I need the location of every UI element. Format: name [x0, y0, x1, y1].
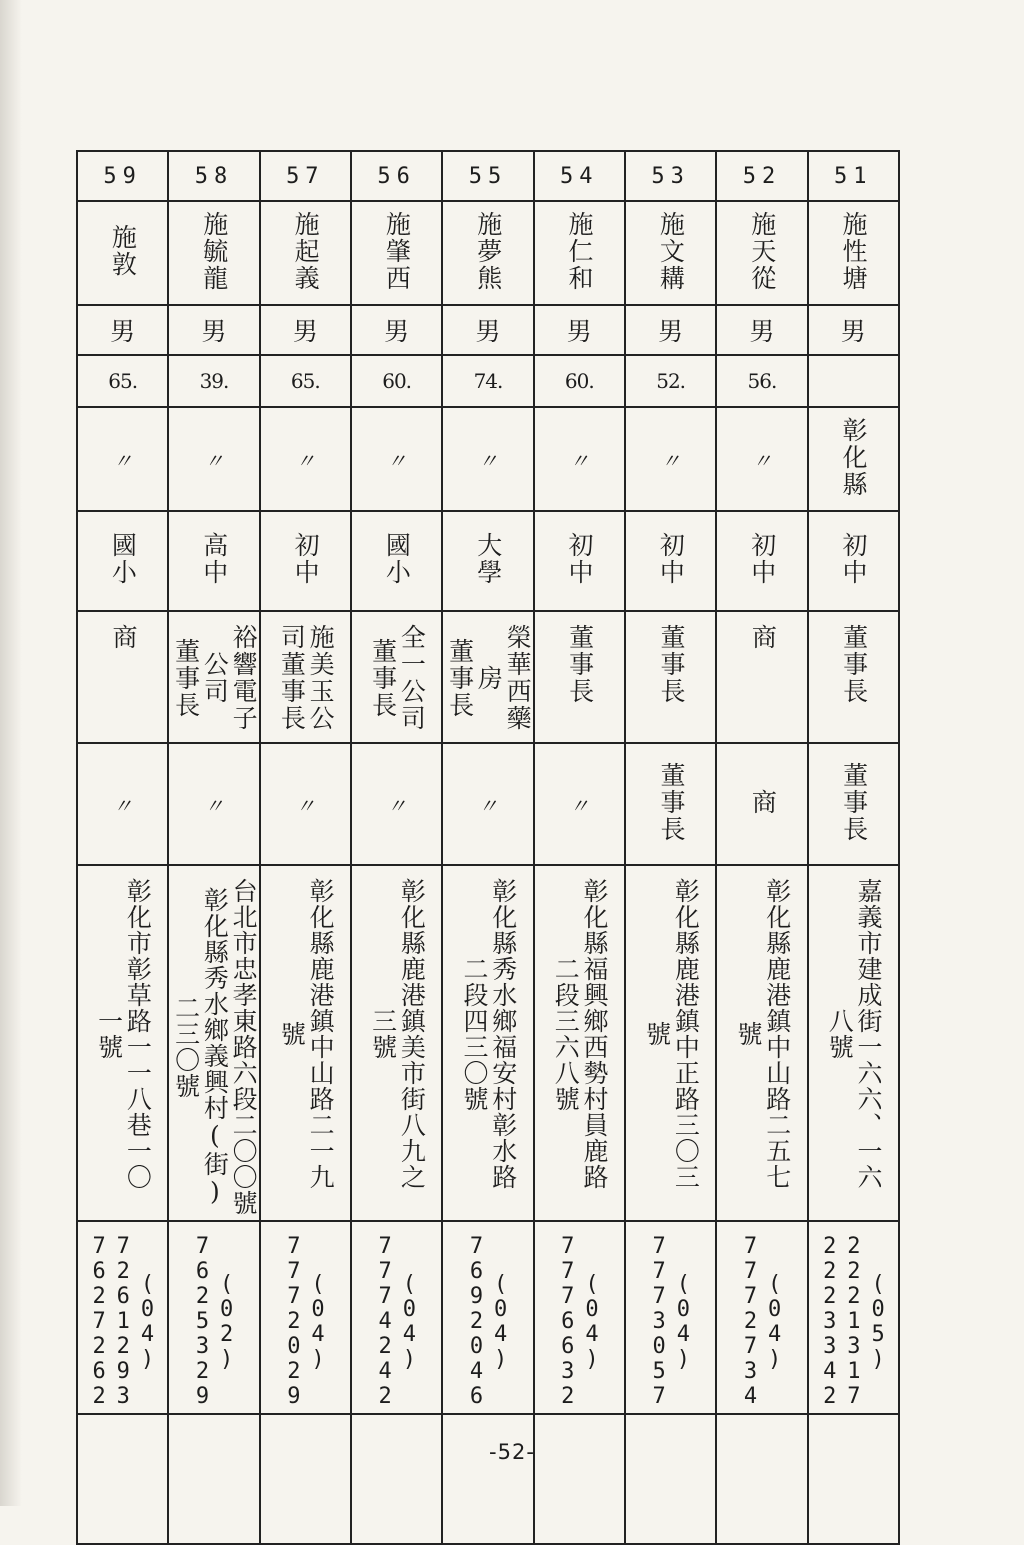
- sex-cell: [808, 305, 899, 355]
- origin-text: 〃: [660, 448, 681, 473]
- note-cell: [351, 1414, 442, 1544]
- addr-text: 彰化市彰草路一一八巷一〇 一號: [94, 878, 153, 1190]
- note-cell: [168, 1414, 259, 1544]
- origin-text: 〃: [112, 448, 133, 473]
- origin-text: 〃: [386, 448, 407, 473]
- phone-text: (05) 2221317 2223342: [817, 1234, 891, 1409]
- num-cell: [716, 151, 807, 201]
- name-text: 施起義: [291, 210, 321, 292]
- addr-cell: [716, 865, 807, 1221]
- addr-cell: [77, 865, 168, 1221]
- origin-text: 彰化縣: [839, 416, 869, 498]
- addr-cell: [168, 865, 259, 1221]
- phone-text: (02) 7625329: [189, 1234, 240, 1409]
- edu-text: 國小: [108, 532, 138, 586]
- edu-text: 大學: [473, 532, 503, 586]
- addr-text: 彰化縣鹿港鎮中山路二五七 號: [733, 878, 792, 1190]
- age-text: 52.: [656, 369, 686, 393]
- num-text: 59: [103, 163, 142, 189]
- phone-cell: [625, 1221, 716, 1414]
- phone-text: (04) 7776632: [555, 1234, 605, 1409]
- origin-text: 〃: [477, 448, 498, 473]
- origin-cell: [351, 407, 442, 511]
- addr-cell: [534, 865, 625, 1221]
- job2-cell: [625, 743, 716, 865]
- note-cell: [77, 1414, 168, 1544]
- phone-text: (04) 7774242: [372, 1234, 422, 1409]
- edu-text: 初中: [839, 532, 869, 586]
- job-cell: [351, 611, 442, 743]
- name-text: 施文耩: [656, 210, 686, 292]
- phone-cell: [351, 1221, 442, 1414]
- name-cell: [351, 201, 442, 305]
- row-job: [77, 611, 899, 743]
- origin-cell: [260, 407, 351, 511]
- row-note: [77, 1414, 899, 1544]
- note-cell: [442, 1414, 533, 1544]
- origin-text: 〃: [295, 448, 316, 473]
- phone-text: (04) 7772029: [281, 1234, 331, 1409]
- origin-cell: [716, 407, 807, 511]
- age-cell: [260, 355, 351, 407]
- age-cell: [77, 355, 168, 407]
- num-text: 54: [560, 163, 599, 189]
- sex-cell: [442, 305, 533, 355]
- job-cell: [534, 611, 625, 743]
- edu-cell: [442, 511, 533, 611]
- job2-text: 〃: [477, 793, 498, 818]
- num-text: 57: [286, 163, 325, 189]
- num-cell: [168, 151, 259, 201]
- job2-text: 〃: [203, 793, 224, 818]
- age-cell: [442, 355, 533, 407]
- job-cell: [260, 611, 351, 743]
- name-text: 施毓龍: [199, 210, 229, 292]
- job-text: 全一公司 董事長: [368, 624, 427, 732]
- origin-text: 〃: [203, 448, 224, 473]
- name-cell: [534, 201, 625, 305]
- age-cell: [625, 355, 716, 407]
- addr-cell: [808, 865, 899, 1221]
- origin-cell: [442, 407, 533, 511]
- age-text: 65.: [290, 369, 320, 393]
- edu-cell: [625, 511, 716, 611]
- row-sex: [77, 305, 899, 355]
- job-text: 施美玉公 司董事長: [277, 624, 336, 732]
- origin-cell: [168, 407, 259, 511]
- note-cell: [534, 1414, 625, 1544]
- job2-text: 〃: [386, 793, 407, 818]
- job-cell: [625, 611, 716, 743]
- job2-text: 商: [748, 788, 778, 816]
- origin-cell: [625, 407, 716, 511]
- sex-cell: [77, 305, 168, 355]
- name-cell: [77, 201, 168, 305]
- name-text: 施敦: [108, 224, 138, 278]
- phone-text: (04) 7773057: [646, 1234, 696, 1409]
- addr-text: 台北市忠孝東路六段二〇〇號 彰化縣秀水鄉義興村(街) 二三〇號: [171, 878, 259, 1216]
- addr-text: 彰化縣鹿港鎮美市街八九之 三號: [368, 878, 427, 1190]
- row-job2: [77, 743, 899, 865]
- num-cell: [351, 151, 442, 201]
- sex-text: 男: [749, 317, 775, 346]
- row-age: [77, 355, 899, 407]
- phone-cell: [77, 1221, 168, 1414]
- edu-text: 初中: [747, 532, 777, 586]
- member-roster-table: [76, 150, 900, 1545]
- phone-cell: [716, 1221, 807, 1414]
- job-text: 董事長: [657, 624, 686, 705]
- addr-text: 彰化縣秀水鄉福安村彰水路 二段四三〇號: [459, 878, 518, 1190]
- phone-text: (04) 7261293 7627262: [86, 1234, 160, 1409]
- sex-cell: [351, 305, 442, 355]
- age-cell: [716, 355, 807, 407]
- job-text: 商: [109, 624, 139, 651]
- job2-cell: [168, 743, 259, 865]
- sex-text: 男: [840, 317, 866, 346]
- num-cell: [77, 151, 168, 201]
- job-text: 裕響電子 公司 董事長: [171, 624, 259, 732]
- job-text: 榮華西藥 房 董事長: [445, 624, 533, 732]
- age-cell: [808, 355, 899, 407]
- name-cell: [716, 201, 807, 305]
- name-cell: [625, 201, 716, 305]
- num-cell: [534, 151, 625, 201]
- num-cell: [625, 151, 716, 201]
- sex-text: 男: [566, 317, 592, 346]
- name-text: 施仁和: [565, 210, 595, 292]
- num-cell: [808, 151, 899, 201]
- sex-text: 男: [475, 317, 501, 346]
- edu-cell: [534, 511, 625, 611]
- name-text: 施性塘: [839, 210, 869, 292]
- phone-cell: [808, 1221, 899, 1414]
- name-text: 施夢熊: [473, 210, 503, 292]
- sex-text: 男: [292, 317, 318, 346]
- phone-cell: [260, 1221, 351, 1414]
- job2-cell: [442, 743, 533, 865]
- page-number: -52-: [489, 1440, 535, 1464]
- origin-text: 〃: [569, 448, 590, 473]
- edu-text: 初中: [565, 532, 595, 586]
- sex-cell: [716, 305, 807, 355]
- sex-cell: [168, 305, 259, 355]
- job2-cell: [77, 743, 168, 865]
- edu-cell: [77, 511, 168, 611]
- num-text: 55: [468, 163, 508, 189]
- origin-cell: [77, 407, 168, 511]
- job-text: 董事長: [565, 624, 595, 705]
- phone-text: (04) 7772734: [737, 1234, 788, 1409]
- job-cell: [808, 611, 899, 743]
- phone-cell: [534, 1221, 625, 1414]
- name-text: 施肇西: [382, 210, 412, 292]
- job-cell: [716, 611, 807, 743]
- edu-text: 初中: [656, 532, 686, 586]
- phone-text: (04) 7692046: [463, 1234, 514, 1409]
- name-cell: [808, 201, 899, 305]
- num-text: 58: [194, 163, 234, 189]
- num-cell: [260, 151, 351, 201]
- job-cell: [77, 611, 168, 743]
- sex-cell: [534, 305, 625, 355]
- phone-cell: [442, 1221, 533, 1414]
- edu-cell: [716, 511, 807, 611]
- name-cell: [168, 201, 259, 305]
- edu-cell: [351, 511, 442, 611]
- num-text: 51: [834, 163, 873, 189]
- num-text: 53: [651, 163, 690, 189]
- job2-text: 〃: [112, 793, 133, 818]
- name-cell: [442, 201, 533, 305]
- age-cell: [534, 355, 625, 407]
- age-text: 60.: [382, 369, 412, 393]
- origin-cell: [534, 407, 625, 511]
- job2-text: 董事長: [839, 761, 869, 843]
- addr-cell: [625, 865, 716, 1221]
- row-origin: [77, 407, 899, 511]
- job-text: 商: [748, 624, 778, 651]
- job-cell: [168, 611, 259, 743]
- age-text: 39.: [199, 369, 229, 393]
- sex-text: 男: [384, 317, 410, 346]
- row-name: [77, 201, 899, 305]
- note-cell: [808, 1414, 899, 1544]
- age-cell: [168, 355, 259, 407]
- age-text: 56.: [747, 369, 777, 393]
- age-text: 60.: [564, 369, 594, 393]
- name-text: 施天從: [747, 210, 777, 292]
- addr-text: 彰化縣鹿港鎮中山路二一九 號: [277, 878, 336, 1190]
- num-text: 52: [742, 163, 782, 189]
- phone-cell: [168, 1221, 259, 1414]
- sex-text: 男: [201, 317, 227, 346]
- job2-cell: [534, 743, 625, 865]
- note-cell: [260, 1414, 351, 1544]
- sex-cell: [625, 305, 716, 355]
- note-cell: [625, 1414, 716, 1544]
- age-text: 74.: [473, 369, 503, 393]
- job2-text: 〃: [295, 793, 316, 818]
- edu-text: 初中: [291, 532, 321, 586]
- name-cell: [260, 201, 351, 305]
- sex-text: 男: [658, 317, 684, 346]
- job2-cell: [351, 743, 442, 865]
- edu-cell: [260, 511, 351, 611]
- job-text: 董事長: [839, 624, 869, 705]
- row-phone: [77, 1221, 899, 1414]
- job-cell: [442, 611, 533, 743]
- addr-cell: [442, 865, 533, 1221]
- job2-cell: [716, 743, 807, 865]
- row-num: [77, 151, 899, 201]
- row-addr: [77, 865, 899, 1221]
- addr-text: 嘉義市建成街一六六、一六 八號: [825, 878, 884, 1190]
- page-edge-shadow: [0, 0, 22, 1506]
- addr-cell: [351, 865, 442, 1221]
- edu-cell: [168, 511, 259, 611]
- row-edu: [77, 511, 899, 611]
- addr-cell: [260, 865, 351, 1221]
- edu-text: 高中: [199, 532, 229, 586]
- edu-cell: [808, 511, 899, 611]
- sex-cell: [260, 305, 351, 355]
- num-cell: [442, 151, 533, 201]
- origin-cell: [808, 407, 899, 511]
- job2-text: 董事長: [657, 761, 686, 843]
- addr-text: 彰化縣福興鄉西勢村員鹿路 二段三六八號: [551, 878, 610, 1190]
- job2-cell: [808, 743, 899, 865]
- origin-text: 〃: [751, 448, 772, 473]
- addr-text: 彰化縣鹿港鎮中正路三〇三 號: [642, 878, 701, 1190]
- edu-text: 國小: [382, 532, 412, 586]
- age-cell: [351, 355, 442, 407]
- job2-text: 〃: [569, 793, 590, 818]
- note-cell: [716, 1414, 807, 1544]
- sex-text: 男: [110, 317, 136, 346]
- job2-cell: [260, 743, 351, 865]
- age-text: 65.: [108, 369, 138, 393]
- num-text: 56: [377, 163, 416, 189]
